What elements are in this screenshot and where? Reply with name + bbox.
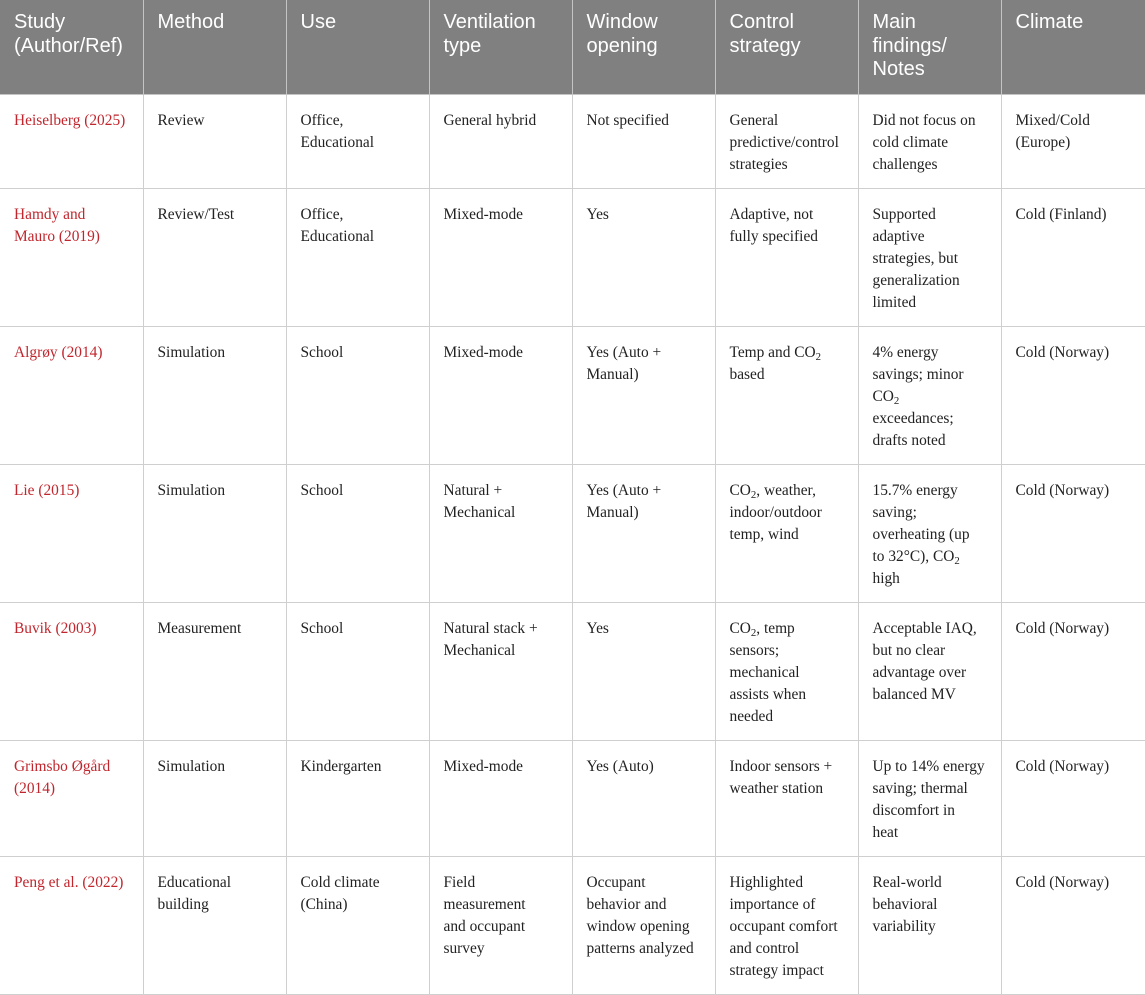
cell-text: Cold (Norway) — [1015, 757, 1110, 775]
cell-text: School — [300, 619, 344, 637]
study-reference-link[interactable]: Lie (2015) — [14, 481, 80, 499]
cell-study[interactable] — [0, 740, 143, 856]
cell-text: to 32°C), $CO_2$ — [872, 547, 960, 567]
cell-text: Mixed/Cold — [1015, 111, 1090, 129]
cell-text: cold climate — [872, 133, 949, 151]
column-header-text: type — [443, 34, 482, 57]
study-reference-link[interactable]: Buvik (2003) — [14, 619, 97, 637]
cell-control-strategy — [715, 602, 858, 740]
cell-text: weather station — [729, 779, 824, 797]
cell-text: Real-world — [872, 873, 942, 891]
cell-climate — [1001, 326, 1145, 464]
cell-text: Yes (Auto + — [586, 343, 662, 361]
cell-text: Yes — [586, 619, 609, 637]
study-reference-link[interactable]: Algrøy (2014) — [14, 343, 103, 361]
column-header-text: Window — [586, 11, 658, 33]
cell-text: Not specified — [586, 111, 669, 129]
cell-text: fully specified — [729, 227, 818, 245]
cell-text: importance of — [729, 895, 816, 913]
cell-main-findings — [858, 464, 1001, 602]
cell-window-opening — [572, 464, 715, 602]
cell-text: Natural + — [443, 481, 503, 499]
cell-text: Mechanical — [443, 503, 516, 521]
cell-text: General hybrid — [443, 111, 537, 129]
cell-text: indoor/outdoor — [729, 503, 822, 521]
cell-text: Simulation — [157, 757, 226, 775]
cell-use — [286, 602, 429, 740]
cell-control-strategy — [715, 740, 858, 856]
cell-main-findings — [858, 188, 1001, 326]
cell-window-opening — [572, 326, 715, 464]
cell-main-findings — [858, 326, 1001, 464]
cell-use — [286, 740, 429, 856]
study-reference-link[interactable]: Grimsbo Øgård — [14, 757, 111, 775]
table-row — [0, 94, 1145, 188]
cell-climate — [1001, 188, 1145, 326]
cell-text: strategies — [729, 155, 788, 173]
cell-text: patterns analyzed — [586, 939, 694, 957]
cell-text: $CO_2$ — [872, 387, 900, 407]
cell-text: heat — [872, 823, 899, 841]
cell-text: Highlighted — [729, 873, 804, 891]
cell-text: strategy impact — [729, 961, 824, 979]
column-header-method — [143, 0, 286, 94]
column-header-text: strategy — [729, 34, 801, 57]
cell-text: assists when — [729, 685, 807, 703]
cell-text: strategies, but — [872, 249, 958, 267]
table-row — [0, 326, 1145, 464]
cell-ventilation-type — [429, 188, 572, 326]
cell-text: Up to 14% energy — [872, 757, 985, 775]
cell-text: Mixed-mode — [443, 343, 524, 361]
cell-text: savings; minor — [872, 365, 964, 383]
cell-text: General — [729, 111, 779, 129]
cell-text: 4% energy — [872, 343, 939, 361]
cell-main-findings — [858, 740, 1001, 856]
cell-text: and occupant — [443, 917, 526, 935]
study-reference-link[interactable]: Hamdy and — [14, 205, 86, 223]
cell-window-opening — [572, 856, 715, 994]
cell-text: generalization — [872, 271, 960, 289]
cell-text: Indoor sensors + — [729, 757, 833, 775]
cell-text: Cold (Norway) — [1015, 481, 1110, 499]
cell-text: discomfort in — [872, 801, 955, 819]
cell-control-strategy — [715, 94, 858, 188]
cell-ventilation-type — [429, 740, 572, 856]
column-header-text: Main — [872, 11, 916, 33]
cell-text: limited — [872, 293, 917, 311]
column-header-text: findings/ — [872, 34, 947, 57]
cell-window-opening — [572, 602, 715, 740]
cell-text: Educational — [157, 873, 232, 891]
cell-text: Measurement — [157, 619, 242, 637]
study-reference-link[interactable]: Peng et al. (2022) — [14, 873, 124, 891]
cell-study[interactable] — [0, 94, 143, 188]
column-header-text: Climate — [1015, 11, 1084, 33]
cell-text: $CO_2$, temp — [729, 619, 795, 639]
header-row — [0, 0, 1145, 94]
column-header-text: Study — [14, 11, 66, 33]
column-header-text: Control — [729, 11, 794, 33]
cell-text: balanced MV — [872, 685, 956, 703]
column-header-main-findings — [858, 0, 1001, 94]
cell-text: exceedances; — [872, 409, 954, 427]
cell-text: Kindergarten — [300, 757, 382, 775]
study-reference-link[interactable]: Mauro (2019) — [14, 227, 100, 245]
table-header — [0, 0, 1145, 94]
cell-text: measurement — [443, 895, 526, 913]
cell-method — [143, 602, 286, 740]
cell-text: adaptive — [872, 227, 925, 245]
cell-text: Mixed-mode — [443, 205, 524, 223]
cell-method — [143, 464, 286, 602]
cell-text: saving; — [872, 503, 917, 521]
cell-use — [286, 326, 429, 464]
cell-text: survey — [443, 939, 485, 957]
column-header-text: Notes — [872, 58, 925, 80]
cell-method — [143, 94, 286, 188]
cell-text: Yes (Auto + — [586, 481, 662, 499]
cell-text: building — [157, 895, 209, 913]
cell-use — [286, 856, 429, 994]
cell-text: Mechanical — [443, 641, 516, 659]
cell-text: Yes — [586, 205, 609, 223]
cell-text: advantage over — [872, 663, 967, 681]
cell-text: Occupant — [586, 873, 646, 891]
column-header-text: Method — [157, 11, 225, 33]
cell-method — [143, 188, 286, 326]
cell-climate — [1001, 740, 1145, 856]
cell-text: Manual) — [586, 365, 639, 383]
cell-study[interactable] — [0, 188, 143, 326]
table-body — [0, 94, 1145, 994]
cell-window-opening — [572, 740, 715, 856]
cell-text: Office, — [300, 205, 344, 223]
cell-ventilation-type — [429, 94, 572, 188]
cell-text: temp, wind — [729, 525, 799, 543]
cell-text: but no clear — [872, 641, 946, 659]
column-header-window-opening — [572, 0, 715, 94]
cell-text: behavior and — [586, 895, 667, 913]
cell-text: drafts noted — [872, 431, 946, 449]
cell-text: Field — [443, 873, 476, 891]
cell-text: School — [300, 343, 344, 361]
column-header-climate — [1001, 0, 1145, 94]
cell-main-findings — [858, 602, 1001, 740]
column-header-text: (Author/Ref) — [14, 34, 123, 57]
cell-text: challenges — [872, 155, 938, 173]
cell-method — [143, 326, 286, 464]
cell-control-strategy — [715, 326, 858, 464]
cell-text: Simulation — [157, 481, 226, 499]
cell-window-opening — [572, 94, 715, 188]
cell-window-opening — [572, 188, 715, 326]
study-reference-link[interactable]: Heiselberg (2025) — [14, 111, 126, 129]
cell-text: high — [872, 569, 900, 587]
column-header-ventilation-type — [429, 0, 572, 94]
cell-text: occupant comfort — [729, 917, 838, 935]
cell-text: Temp and $CO_2$ — [729, 343, 822, 363]
cell-text: 15.7% energy — [872, 481, 958, 499]
cell-text: Cold (Finland) — [1015, 205, 1107, 223]
table-row — [0, 188, 1145, 326]
cell-method — [143, 740, 286, 856]
cell-text: Cold (Norway) — [1015, 343, 1110, 361]
cell-method — [143, 856, 286, 994]
study-reference-link[interactable]: (2014) — [14, 779, 56, 797]
cell-main-findings — [858, 94, 1001, 188]
column-header-control-strategy — [715, 0, 858, 94]
cell-study[interactable] — [0, 602, 143, 740]
table-row — [0, 856, 1145, 994]
cell-control-strategy — [715, 856, 858, 994]
cell-text: mechanical — [729, 663, 800, 681]
cell-text: Educational — [300, 133, 375, 151]
cell-text: predictive/control — [729, 133, 839, 151]
table-row — [0, 464, 1145, 602]
cell-text: Did not focus on — [872, 111, 976, 129]
cell-control-strategy — [715, 464, 858, 602]
cell-text: Cold (Norway) — [1015, 873, 1110, 891]
cell-text: overheating (up — [872, 525, 970, 543]
column-header-study — [0, 0, 143, 94]
cell-control-strategy — [715, 188, 858, 326]
cell-climate — [1001, 856, 1145, 994]
column-header-text: opening — [586, 34, 658, 57]
cell-text: $CO_2$, weather, — [729, 481, 816, 501]
cell-main-findings — [858, 856, 1001, 994]
cell-ventilation-type — [429, 464, 572, 602]
cell-text: Mixed-mode — [443, 757, 524, 775]
cell-climate — [1001, 94, 1145, 188]
cell-text: Acceptable IAQ, — [872, 619, 977, 637]
cell-climate — [1001, 602, 1145, 740]
cell-text: Yes (Auto) — [586, 757, 654, 775]
cell-text: sensors; — [729, 641, 780, 659]
cell-text: Adaptive, not — [729, 205, 814, 223]
cell-use — [286, 464, 429, 602]
cell-study[interactable] — [0, 856, 143, 994]
cell-text: Educational — [300, 227, 375, 245]
table-row — [0, 740, 1145, 856]
cell-study[interactable] — [0, 326, 143, 464]
cell-ventilation-type — [429, 602, 572, 740]
table-row — [0, 602, 1145, 740]
cell-use — [286, 94, 429, 188]
cell-study[interactable] — [0, 464, 143, 602]
cell-text: saving; thermal — [872, 779, 968, 797]
cell-text: Natural stack + — [443, 619, 538, 637]
cell-ventilation-type — [429, 326, 572, 464]
cell-text: variability — [872, 917, 936, 935]
cell-text: Manual) — [586, 503, 639, 521]
cell-text: Simulation — [157, 343, 226, 361]
cell-ventilation-type — [429, 856, 572, 994]
cell-text: Review — [157, 111, 205, 129]
cell-text: (Europe) — [1015, 133, 1071, 151]
cell-text: needed — [729, 707, 774, 725]
cell-text: window opening — [586, 917, 690, 935]
cell-text: Cold (Norway) — [1015, 619, 1110, 637]
column-header-text: Use — [300, 11, 337, 33]
cell-text: and control — [729, 939, 800, 957]
cell-text: School — [300, 481, 344, 499]
cell-text: based — [729, 365, 765, 383]
cell-text: (China) — [300, 895, 348, 913]
cell-climate — [1001, 464, 1145, 602]
cell-text: Supported — [872, 205, 936, 223]
cell-text: Cold climate — [300, 873, 380, 891]
cell-text: Review/Test — [157, 205, 235, 223]
cell-text: behavioral — [872, 895, 938, 913]
cell-text: Office, — [300, 111, 344, 129]
column-header-text: Ventilation — [443, 11, 536, 33]
column-header-use — [286, 0, 429, 94]
cell-use — [286, 188, 429, 326]
